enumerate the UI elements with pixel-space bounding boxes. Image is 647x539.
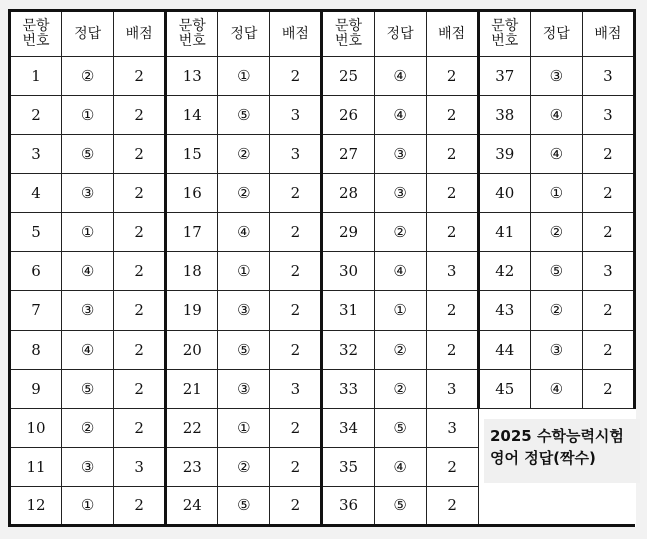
answer-cell: ③ — [218, 369, 270, 408]
points-cell: 2 — [270, 291, 322, 330]
question-number-cell: 11 — [10, 447, 62, 486]
question-number-cell: 45 — [478, 369, 530, 408]
answer-cell: ② — [374, 330, 426, 369]
question-number-cell: 19 — [166, 291, 218, 330]
question-number-cell: 29 — [322, 213, 374, 252]
answer-cell: ④ — [218, 213, 270, 252]
table-row — [10, 174, 635, 213]
points-cell: 2 — [114, 96, 166, 135]
table-row — [10, 135, 635, 174]
question-number-cell: 6 — [10, 252, 62, 291]
header-points-label: 배점 — [114, 11, 166, 57]
points-cell: 2 — [582, 369, 634, 408]
answer-cell: ④ — [62, 252, 114, 291]
caption-subtitle: 영어 정답(짝수) — [490, 449, 596, 467]
answer-cell: ④ — [62, 330, 114, 369]
question-number-cell: 13 — [166, 57, 218, 96]
points-cell: 2 — [426, 135, 478, 174]
points-cell: 2 — [426, 486, 478, 525]
header-answer-label: 정답 — [530, 11, 582, 57]
answer-sheet — [8, 9, 636, 527]
question-number-cell: 17 — [166, 213, 218, 252]
header-number-cell — [322, 11, 374, 57]
points-cell: 2 — [582, 291, 634, 330]
header-number-cell — [10, 11, 62, 57]
header-number-label-line2: 번호 — [491, 33, 519, 50]
answer-cell: ② — [374, 369, 426, 408]
answer-cell: ⑤ — [62, 135, 114, 174]
points-cell: 3 — [582, 252, 634, 291]
question-number-cell: 42 — [478, 252, 530, 291]
answer-cell: ① — [374, 291, 426, 330]
answer-cell: ① — [218, 252, 270, 291]
question-number-cell: 40 — [478, 174, 530, 213]
points-cell: 2 — [270, 174, 322, 213]
table-row — [10, 369, 635, 408]
points-cell: 3 — [582, 57, 634, 96]
points-cell: 2 — [114, 291, 166, 330]
answer-cell: ⑤ — [218, 486, 270, 525]
question-number-cell: 25 — [322, 57, 374, 96]
answer-cell: ② — [218, 174, 270, 213]
answer-cell: ① — [62, 96, 114, 135]
question-number-cell: 14 — [166, 96, 218, 135]
points-cell: 3 — [426, 369, 478, 408]
answer-cell: ① — [62, 486, 114, 525]
question-number-cell: 3 — [10, 135, 62, 174]
answer-cell: ① — [62, 213, 114, 252]
question-number-cell: 38 — [478, 96, 530, 135]
points-cell: 2 — [114, 486, 166, 525]
question-number-cell: 30 — [322, 252, 374, 291]
points-cell: 2 — [114, 330, 166, 369]
answer-cell: ⑤ — [374, 486, 426, 525]
answer-cell: ④ — [530, 96, 582, 135]
points-cell: 2 — [426, 174, 478, 213]
points-cell: 2 — [270, 57, 322, 96]
answer-cell: ② — [530, 291, 582, 330]
blank-cell — [478, 486, 634, 525]
answer-cell: ④ — [374, 447, 426, 486]
question-number-cell: 32 — [322, 330, 374, 369]
points-cell: 2 — [582, 174, 634, 213]
points-cell: 2 — [426, 96, 478, 135]
answer-cell: ③ — [374, 174, 426, 213]
question-number-cell: 26 — [322, 96, 374, 135]
caption-box — [484, 419, 640, 483]
question-number-cell: 4 — [10, 174, 62, 213]
points-cell: 2 — [426, 213, 478, 252]
question-number-cell: 36 — [322, 486, 374, 525]
question-number-cell: 10 — [10, 408, 62, 447]
points-cell: 3 — [114, 447, 166, 486]
answer-cell: ② — [374, 213, 426, 252]
answer-cell: ③ — [530, 330, 582, 369]
question-number-cell: 37 — [478, 57, 530, 96]
question-number-cell: 43 — [478, 291, 530, 330]
points-cell: 2 — [114, 369, 166, 408]
points-cell: 2 — [270, 330, 322, 369]
points-cell: 3 — [270, 96, 322, 135]
answer-cell: ④ — [374, 57, 426, 96]
points-cell: 2 — [582, 135, 634, 174]
question-number-cell: 16 — [166, 174, 218, 213]
header-answer-label: 정답 — [62, 11, 114, 57]
points-cell: 2 — [270, 447, 322, 486]
header-number-label-line1: 문항 — [22, 18, 50, 35]
answer-cell: ③ — [218, 291, 270, 330]
question-number-cell: 44 — [478, 330, 530, 369]
question-number-cell: 33 — [322, 369, 374, 408]
header-points-label: 배점 — [270, 11, 322, 57]
answer-cell: ④ — [530, 369, 582, 408]
answer-cell: ③ — [530, 57, 582, 96]
question-number-cell: 31 — [322, 291, 374, 330]
question-number-cell: 21 — [166, 369, 218, 408]
question-number-cell: 22 — [166, 408, 218, 447]
answer-cell: ② — [530, 213, 582, 252]
points-cell: 2 — [426, 330, 478, 369]
question-number-cell: 8 — [10, 330, 62, 369]
question-number-cell: 23 — [166, 447, 218, 486]
answer-cell: ⑤ — [218, 330, 270, 369]
points-cell: 2 — [270, 213, 322, 252]
header-row — [10, 11, 635, 57]
table-row — [10, 213, 635, 252]
question-number-cell: 1 — [10, 57, 62, 96]
question-number-cell: 41 — [478, 213, 530, 252]
header-number-label-line1: 문항 — [178, 18, 206, 35]
question-number-cell: 15 — [166, 135, 218, 174]
answer-cell: ② — [62, 408, 114, 447]
points-cell: 3 — [270, 369, 322, 408]
question-number-cell: 27 — [322, 135, 374, 174]
question-number-cell: 2 — [10, 96, 62, 135]
header-number-cell — [478, 11, 530, 57]
header-points-label: 배점 — [426, 11, 478, 57]
answer-cell: ⑤ — [530, 252, 582, 291]
question-number-cell: 28 — [322, 174, 374, 213]
points-cell: 2 — [114, 408, 166, 447]
points-cell: 2 — [426, 57, 478, 96]
points-cell: 2 — [582, 213, 634, 252]
table-row — [10, 330, 635, 369]
points-cell: 3 — [426, 408, 478, 447]
header-points-label: 배점 — [582, 11, 634, 57]
question-number-cell: 9 — [10, 369, 62, 408]
table-row — [10, 57, 635, 96]
question-number-cell: 12 — [10, 486, 62, 525]
question-number-cell: 20 — [166, 330, 218, 369]
answer-cell: ① — [218, 57, 270, 96]
answer-cell: ⑤ — [374, 408, 426, 447]
points-cell: 3 — [426, 252, 478, 291]
answer-cell: ④ — [374, 252, 426, 291]
header-answer-label: 정답 — [374, 11, 426, 57]
question-number-cell: 5 — [10, 213, 62, 252]
points-cell: 2 — [114, 252, 166, 291]
table-row — [10, 96, 635, 135]
answer-cell: ① — [218, 408, 270, 447]
header-number-label-line2: 번호 — [22, 33, 50, 50]
answer-cell: ③ — [62, 291, 114, 330]
answer-cell: ② — [62, 57, 114, 96]
answer-cell: ④ — [374, 96, 426, 135]
points-cell: 2 — [270, 252, 322, 291]
table-row — [10, 252, 635, 291]
answer-cell: ④ — [530, 135, 582, 174]
header-number-label-line2: 번호 — [334, 33, 363, 50]
question-number-cell: 34 — [322, 408, 374, 447]
points-cell: 2 — [114, 174, 166, 213]
points-cell: 2 — [426, 291, 478, 330]
points-cell: 3 — [582, 96, 634, 135]
answer-cell: ① — [530, 174, 582, 213]
table-row — [10, 291, 635, 330]
question-number-cell: 18 — [166, 252, 218, 291]
answer-cell: ⑤ — [62, 369, 114, 408]
points-cell: 3 — [270, 135, 322, 174]
points-cell: 2 — [270, 408, 322, 447]
header-number-label-line1: 문항 — [334, 18, 363, 35]
answer-cell: ⑤ — [218, 96, 270, 135]
header-number-label-line1: 문항 — [491, 18, 519, 35]
header-answer-label: 정답 — [218, 11, 270, 57]
question-number-cell: 39 — [478, 135, 530, 174]
answer-cell: ③ — [62, 447, 114, 486]
answer-cell: ② — [218, 447, 270, 486]
answer-cell: ② — [218, 135, 270, 174]
answer-cell: ③ — [374, 135, 426, 174]
points-cell: 2 — [114, 57, 166, 96]
points-cell: 2 — [426, 447, 478, 486]
points-cell: 2 — [270, 486, 322, 525]
caption-title: 2025 수학능력시험 — [490, 427, 624, 445]
header-number-cell — [166, 11, 218, 57]
points-cell: 2 — [114, 213, 166, 252]
table-row — [10, 486, 635, 525]
points-cell: 2 — [114, 135, 166, 174]
answer-cell: ③ — [62, 174, 114, 213]
points-cell: 2 — [582, 330, 634, 369]
question-number-cell: 7 — [10, 291, 62, 330]
question-number-cell: 35 — [322, 447, 374, 486]
header-number-label-line2: 번호 — [178, 33, 206, 50]
question-number-cell: 24 — [166, 486, 218, 525]
